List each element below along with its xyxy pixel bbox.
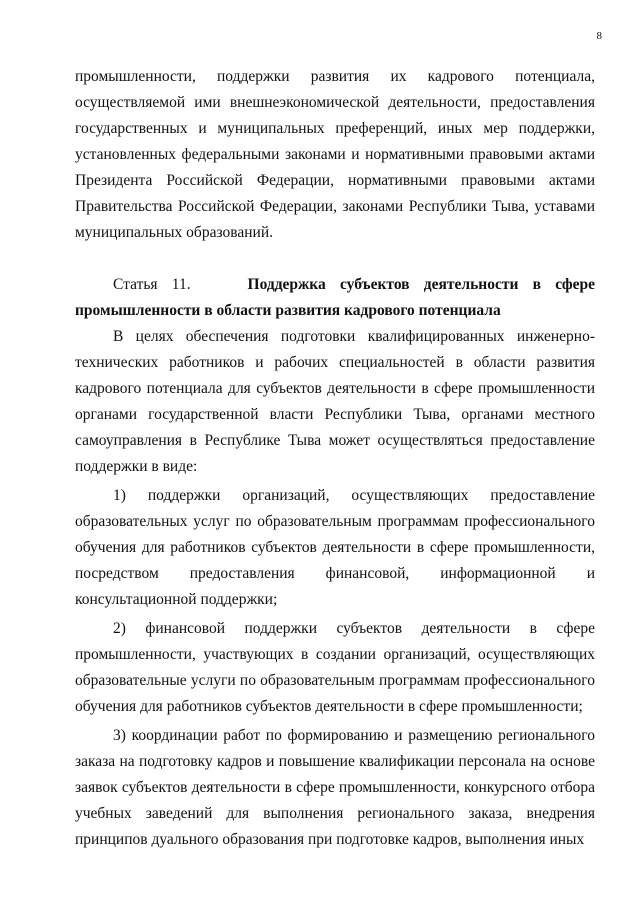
list-item-3: 3) координации работ по формированию и размещению регионального заказа на подготовку кадров и повышение квалификации персонала на основе заявок субъектов деятельности в сфере промышленности, конкурсного отбора учебных заведений для выполнения регионального заказа, внедрения принципов дуального образования при подготовке кадров, выполнения иных bbox=[75, 727, 595, 848]
paragraph-intro: В целях обеспечения подготовки квалифицированных инженерно-технических работников и рабочих специальностей в области развития кадрового потенциала для субъектов деятельности в сфере промышленности органами государственной власти Республики Тыва, органами местного самоуправления в Республике Тыва может осуществляться предоставление поддержки в виде: bbox=[75, 328, 595, 475]
article-label: Статья 11. bbox=[113, 276, 191, 293]
paragraph-gap bbox=[75, 246, 595, 272]
page-number: 8 bbox=[596, 30, 602, 42]
paragraph-continuation: промышленности, поддержки развития их кадрового потенциала, осуществляемой ими внешнеэкономической деятельности, предоставления государственных и муниципальных преференций, иных мер поддержки, установленных федеральными законами и нормативными правовыми актами Президента Российской Федерации, нормативными правовыми актами Правительства Российской Федерации, законами Республики Тыва, уставами муниципальных образований. bbox=[75, 68, 595, 241]
list-item-1: 1) поддержки организаций, осуществляющих предоставление образовательных услуг по образовательным программам профессионального обучения для работников субъектов деятельности в сфере промышленности, посредством предоставления финансовой, информационной и консультационной поддержки; bbox=[75, 487, 595, 608]
article-heading bbox=[75, 272, 595, 324]
article-title: Поддержка субъектов деятельности в сфере промышленности в области развития кадрового потенциала bbox=[75, 276, 595, 319]
document-body bbox=[75, 64, 595, 853]
list-item-2: 2) финансовой поддержки субъектов деятельности в сфере промышленности, участвующих в создании организаций, осуществляющих образовательные услуги по образовательным программам профессионального обучения для работников субъектов деятельности в сфере промышленности; bbox=[75, 620, 595, 715]
